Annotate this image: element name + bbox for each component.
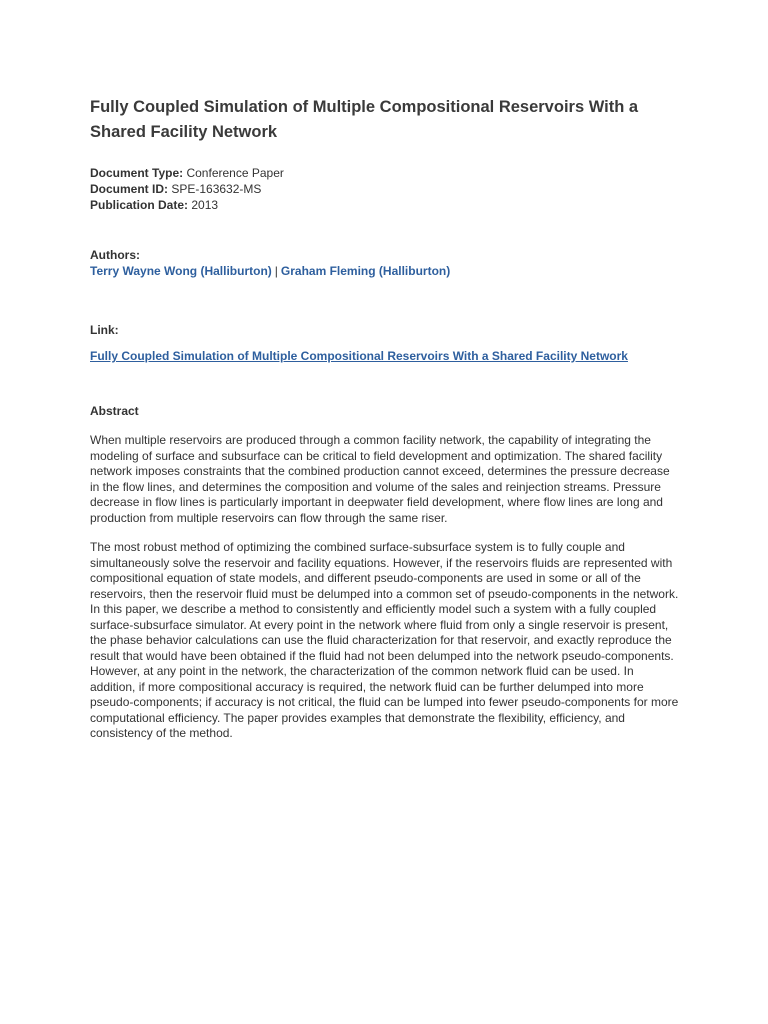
publication-date-value: 2013: [191, 198, 219, 212]
publication-date-row: [90, 197, 682, 213]
document-title: Fully Coupled Simulation of Multiple Compositional Reservoirs With a Shared Facility Network: [90, 98, 639, 141]
author-link-wong[interactable]: Terry Wayne Wong (Halliburton): [90, 264, 272, 278]
document-link[interactable]: Fully Coupled Simulation of Multiple Compositional Reservoirs With a Shared Facility Network: [90, 349, 628, 363]
author-link-fleming[interactable]: Graham Fleming (Halliburton): [280, 264, 451, 278]
abstract-heading: Abstract: [90, 404, 139, 418]
document-meta: [90, 165, 682, 213]
link-section: [90, 322, 682, 364]
abstract-paragraph: When multiple reservoirs are produced through a common facility network, the capability of integrating the modeling of surface and subsurface can be critical to field development and optimization. The shared facility network imposes constraints that the combined production cannot exceed, determines the pressure decrease in the flow lines, and determines the composition and volume of the sales and reinjection streams. Pressure decrease in flow lines is particularly important in deepwater field development, where flow lines are long and production from multiple reservoirs can flow through the same riser.: [90, 433, 670, 525]
publication-date-label: Publication Date:: [90, 198, 189, 212]
document-page: [90, 95, 682, 754]
document-type-value: Conference Paper: [186, 166, 284, 180]
abstract-paragraph: The most robust method of optimizing the combined surface-subsurface system is to fully couple and simultaneously solve the reservoir and facility equations. However, if the reservoirs fluids are represented with compositional equation of state models, and different pseudo-components are used in some or all of the reservoirs, then the reservoir fluid must be delumped into a common set of pseudo-components in the network. In this paper, we describe a method to consistently and efficiently model such a system with a fully coupled surface-subsurface simulator. At every point in the network where fluid from only a single reservoir is present, the phase behavior calculations can use the fluid characterization for that reservoir, and exactly reproduce the result that would have been obtained if the fluid had not been delumped into the network pseudo-components. However, at any point in the network, the characterization of the common network fluid can be used. In addition, if more compositional accuracy is required, the network fluid can be further delumped into more pseudo-components; if accuracy is not critical, the fluid can be lumped into fewer pseudo-components for more computational efficiency. The paper provides examples that demonstrate the flexibility, efficiency, and consistency of the method.: [90, 540, 679, 740]
document-id-label: Document ID:: [90, 182, 168, 196]
document-type-label: Document Type:: [90, 166, 184, 180]
authors-section: [90, 247, 682, 279]
authors-label: Authors:: [90, 248, 140, 262]
document-type-row: [90, 165, 682, 181]
author-separator: |: [274, 264, 278, 278]
link-label: Link:: [90, 323, 119, 337]
document-id-row: [90, 181, 682, 197]
authors-list: [90, 263, 682, 279]
document-id-value: SPE-163632-MS: [171, 182, 262, 196]
